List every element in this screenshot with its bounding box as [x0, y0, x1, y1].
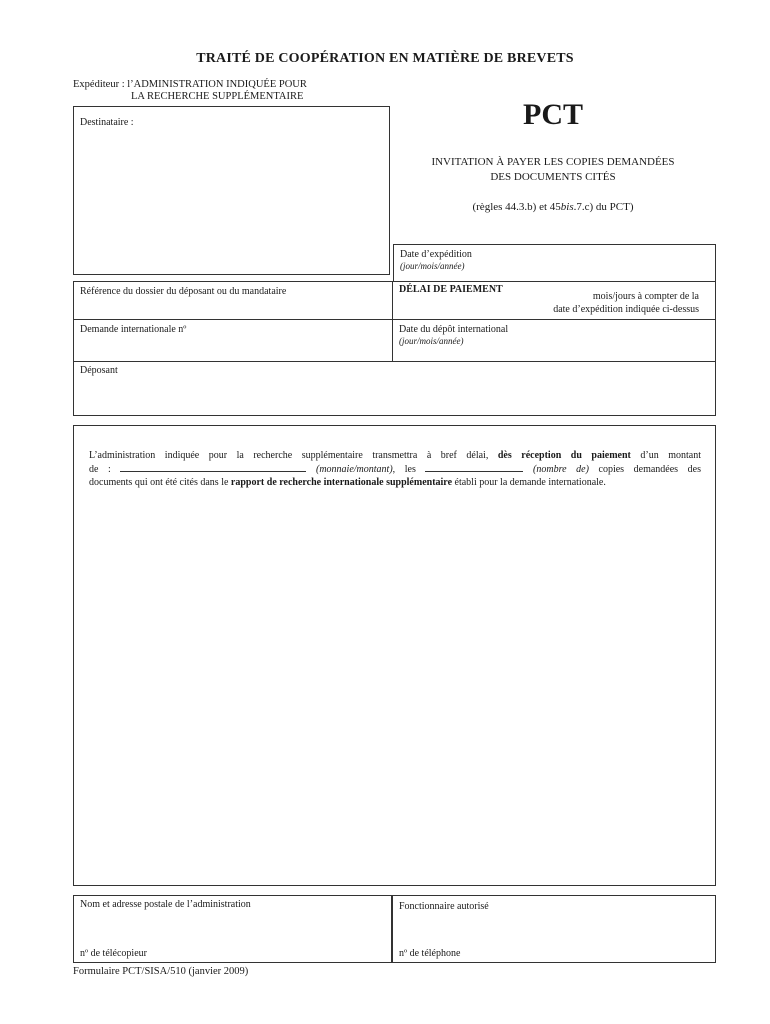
- invitation-line-2: DES DOCUMENTS CITÉS: [490, 171, 616, 183]
- administration-address-label: Nom et adresse postale de l’administration: [80, 899, 251, 910]
- invitation-paragraph: [89, 449, 701, 489]
- rules-reference: [393, 200, 713, 215]
- p3-end: établi pour la demande internationale.: [454, 477, 606, 488]
- form-title: TRAITÉ DE COOPÉRATION EN MATIÈRE DE BREVETS: [196, 51, 574, 66]
- amount-blank[interactable]: [120, 462, 306, 472]
- mailing-date-label: Date d’expédition: [400, 249, 472, 260]
- authorized-officer-label: Fonctionnaire autorisé: [399, 901, 489, 912]
- filing-date-box[interactable]: [392, 319, 716, 362]
- fax-number-label: nº de télécopieur: [80, 948, 147, 959]
- footer-box: [73, 895, 716, 963]
- sender-line-2: LA RECHERCHE SUPPLÉMENTAIRE: [131, 91, 304, 102]
- recipient-label: Destinataire :: [80, 117, 134, 128]
- number-blank[interactable]: [425, 462, 523, 472]
- payment-deadline-box[interactable]: [392, 281, 716, 320]
- currency-hint: (monnaie/montant): [316, 464, 393, 475]
- applicant-box[interactable]: [73, 361, 716, 416]
- paragraph-line-2: [89, 462, 701, 476]
- invitation-title: [393, 155, 713, 185]
- p3-bold: rapport de recherche internationale supplémentaire: [230, 477, 453, 488]
- rules-italic: bis: [560, 201, 574, 213]
- invitation-line-1: INVITATION À PAYER LES COPIES DEMANDÉES: [431, 156, 675, 168]
- main-content-box: [73, 425, 716, 886]
- mailing-date-box[interactable]: [393, 244, 716, 282]
- form-identifier: Formulaire PCT/SISA/510 (janvier 2009): [73, 966, 249, 977]
- application-number-label: Demande internationale nº: [80, 324, 187, 335]
- p1-text: L’administration indiquée pour la recherche supplémentaire transmettra à bref délai,: [89, 450, 489, 461]
- rules-prefix: (règles 44.3.b) et 45: [472, 201, 561, 213]
- p2-end: copies demandées des: [598, 464, 702, 475]
- application-number-box[interactable]: [73, 319, 393, 362]
- footer-divider: [391, 896, 393, 962]
- recipient-box[interactable]: [73, 106, 390, 275]
- p2-start: de :: [89, 464, 111, 475]
- payment-deadline-line-2: date d’expédition indiquée ci-dessus: [553, 304, 699, 315]
- paragraph-line-1: [89, 449, 701, 462]
- p1-bold: dès réception du paiement: [497, 450, 631, 461]
- p2-mid: , les: [392, 464, 416, 475]
- p3-start: documents qui ont été cités dans le: [89, 477, 229, 488]
- p1-end: d’un montant: [640, 450, 702, 461]
- sender-line-1: Expéditeur : l’ADMINISTRATION INDIQUÉE POUR: [73, 79, 307, 90]
- payment-deadline-line-1: mois/jours à compter de la: [592, 291, 699, 302]
- paragraph-line-3: [89, 476, 701, 489]
- applicant-label: Déposant: [80, 365, 118, 376]
- number-hint: (nombre de): [533, 464, 589, 475]
- pct-heading: PCT: [523, 98, 583, 131]
- phone-number-label: nº de téléphone: [399, 948, 461, 959]
- filing-date-hint: (jour/mois/année): [399, 336, 464, 346]
- reference-box[interactable]: [73, 281, 393, 320]
- filing-date-label: Date du dépôt international: [399, 324, 509, 335]
- rules-suffix: .7.c) du PCT): [573, 201, 634, 213]
- payment-deadline-label: DÉLAI DE PAIEMENT: [399, 284, 503, 295]
- reference-label: Référence du dossier du déposant ou du mandataire: [80, 286, 287, 297]
- mailing-date-hint: (jour/mois/année): [400, 261, 465, 271]
